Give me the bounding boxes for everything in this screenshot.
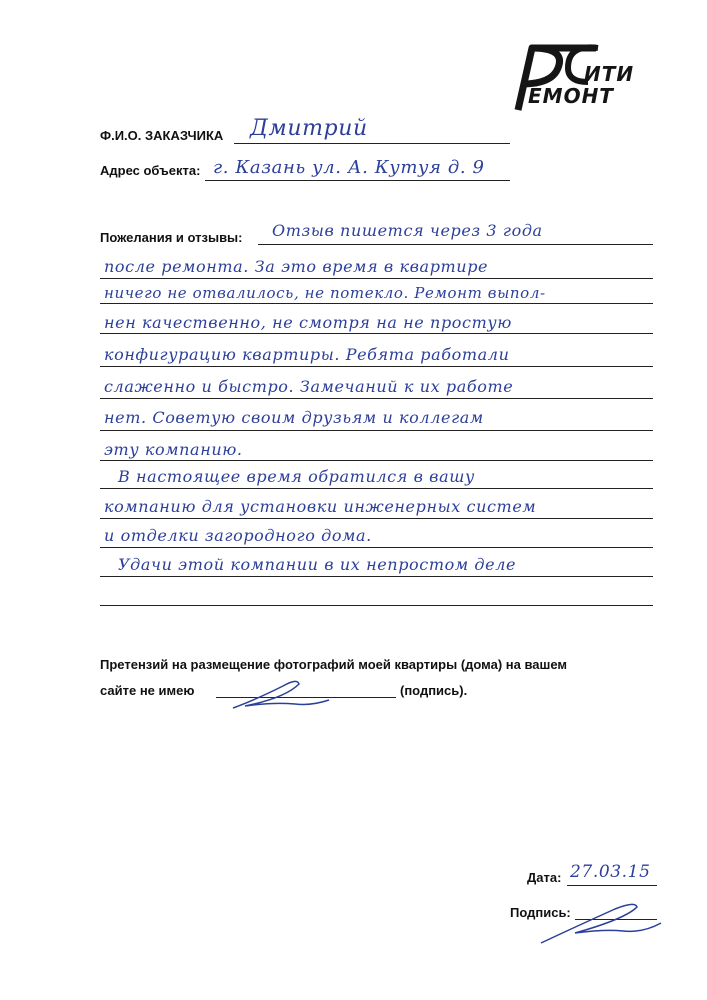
feedback-line-9: В настоящее время обратился в вашу (118, 467, 475, 486)
photo-consent-suffix: (подпись). (400, 683, 468, 698)
photo-consent-text: Претензий на размещение фотографий моей квартиры (дома) на вашем (100, 657, 568, 672)
feedback-underline-1 (258, 244, 653, 245)
client-name-underline (234, 143, 510, 144)
feedback-line-3: ничего не отвалилось, не потекло. Ремонт выпол- (104, 284, 546, 302)
signature-mark-icon (535, 893, 665, 948)
feedback-line-10: компанию для установки инженерных систем (104, 497, 537, 516)
feedback-underline-7 (100, 430, 653, 431)
feedback-line-2: после ремонта. За это время в квартире (104, 257, 489, 276)
feedback-line-6: слаженно и быстро. Замечаний к их работе (104, 377, 514, 396)
feedback-label: Пожелания и отзывы: (100, 230, 243, 245)
feedback-underline-13 (100, 605, 653, 606)
address-value: г. Казань ул. А. Кутуя д. 9 (213, 157, 485, 178)
feedback-line-1: Отзыв пишется через 3 года (272, 221, 543, 240)
feedback-underline-6 (100, 398, 653, 399)
feedback-line-4: нен качественно, не смотря на не простую (104, 313, 512, 332)
feedback-line-7: нет. Советую своим друзьям и коллегам (104, 408, 484, 427)
address-underline (205, 180, 510, 181)
feedback-underline-8 (100, 460, 653, 461)
signature-label: Подпись: (510, 905, 571, 920)
feedback-underline-11 (100, 547, 653, 548)
photo-consent-prefix: сайте не имею (100, 683, 195, 698)
feedback-underline-12 (100, 576, 653, 577)
feedback-underline-4 (100, 333, 653, 334)
feedback-underline-3 (100, 303, 653, 304)
logo-text-line2: ЕМОНТ (528, 84, 614, 108)
feedback-underline-5 (100, 366, 653, 367)
feedback-line-11: и отделки загородного дома. (104, 526, 372, 545)
company-logo (508, 40, 668, 112)
feedback-underline-2 (100, 278, 653, 279)
feedback-underline-9 (100, 488, 653, 489)
feedback-line-8: эту компанию. (104, 440, 243, 459)
feedback-underline-10 (100, 518, 653, 519)
date-label: Дата: (527, 870, 562, 885)
feedback-line-5: конфигурацию квартиры. Ребята работали (104, 345, 510, 364)
client-name-label: Ф.И.О. ЗАКАЗЧИКА (100, 128, 224, 143)
date-underline (567, 885, 657, 886)
feedback-line-12: Удачи этой компании в их непростом деле (118, 555, 517, 574)
date-value: 27.03.15 (570, 862, 651, 882)
logo-text-line1: ИТИ (584, 62, 635, 86)
address-label: Адрес объекта: (100, 163, 201, 178)
consent-signature-mark-icon (225, 670, 335, 715)
client-name-value: Дмитрий (250, 116, 368, 141)
